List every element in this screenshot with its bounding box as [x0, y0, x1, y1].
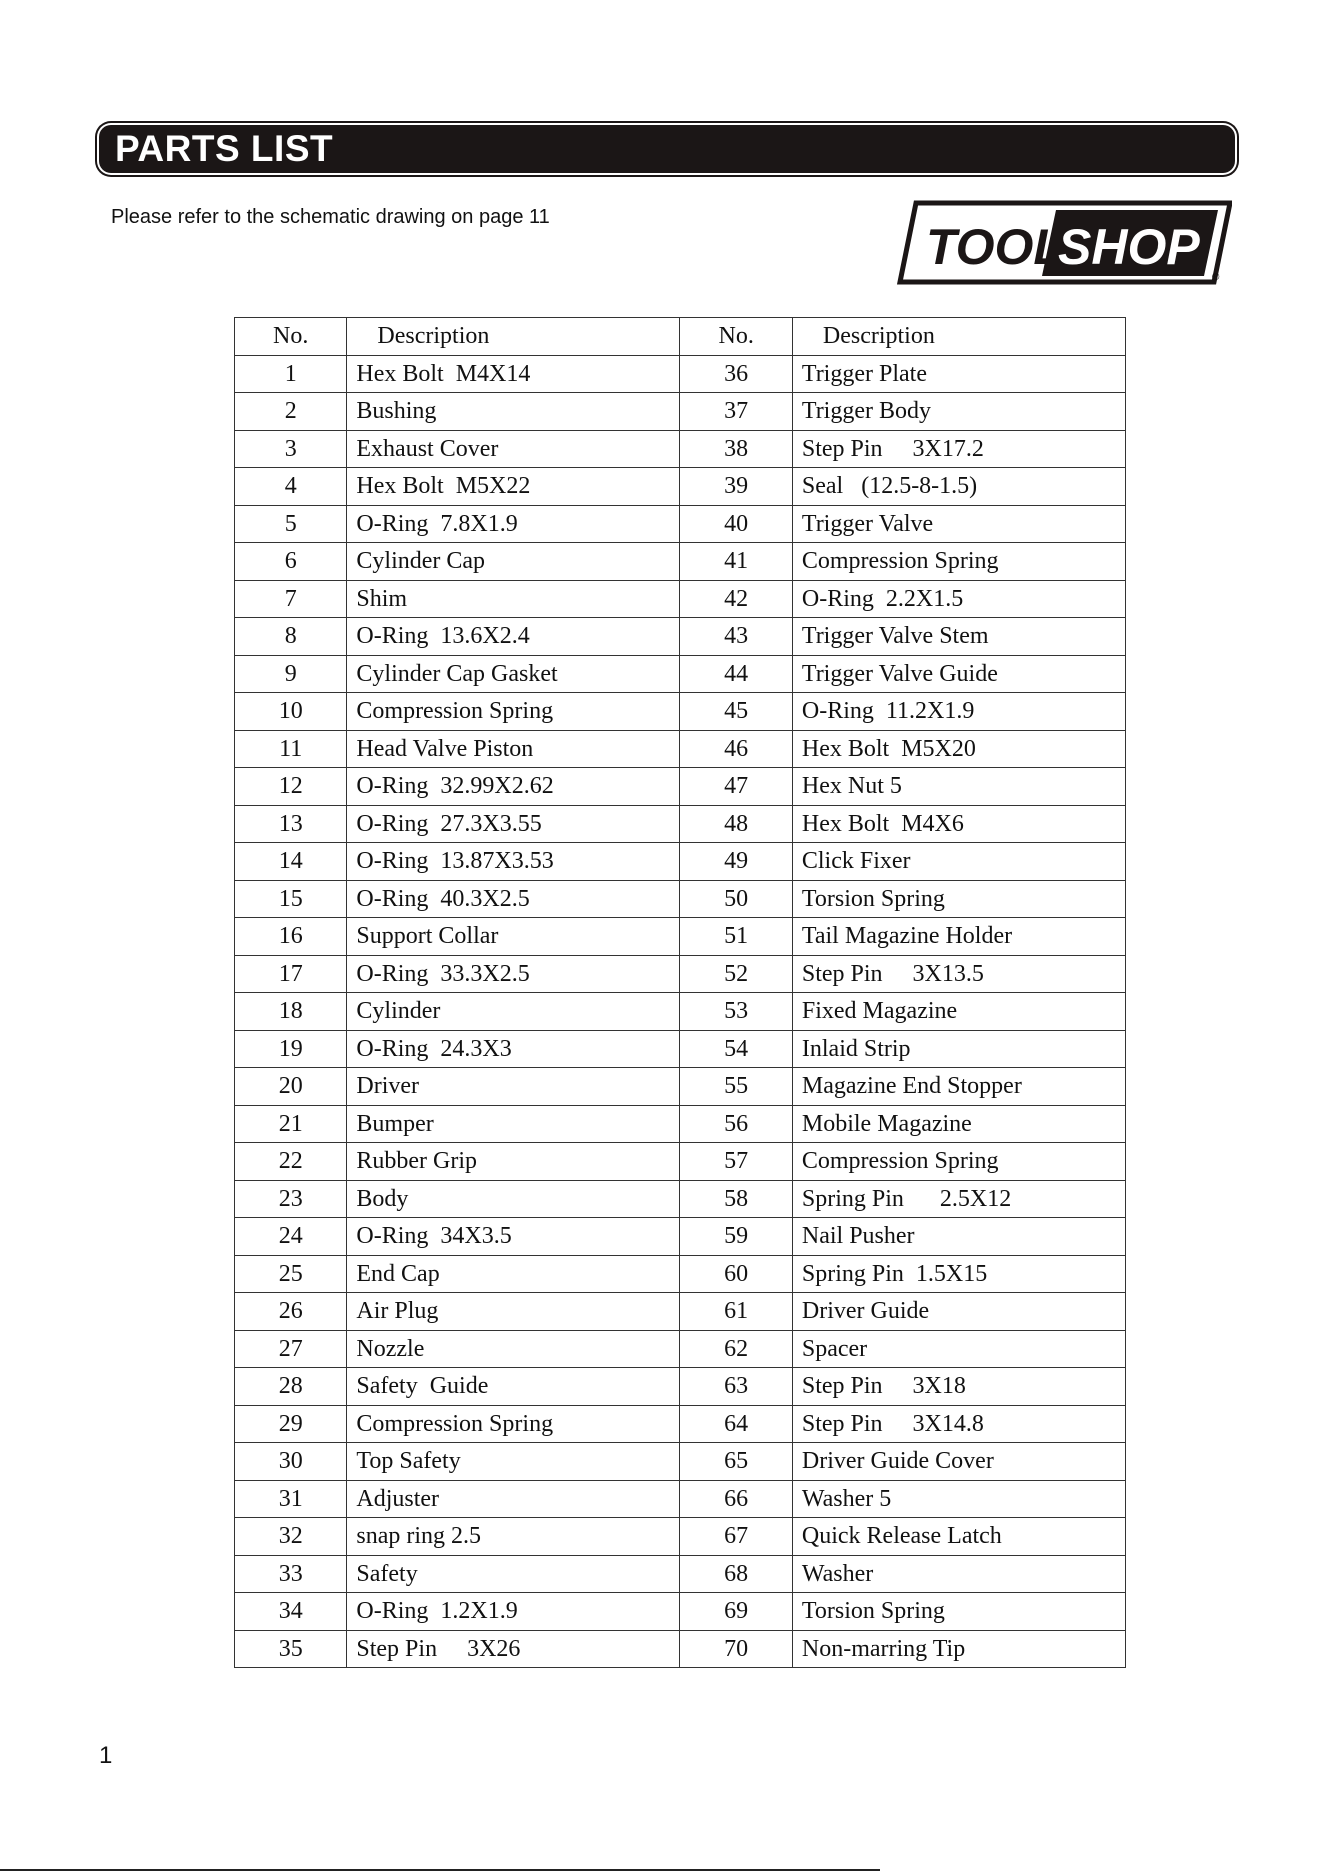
table-row [235, 918, 1126, 956]
part-number-left: 6 [235, 543, 347, 581]
table-row [235, 1443, 1126, 1481]
part-number-left: 33 [235, 1555, 347, 1593]
part-description-left: Bumper [347, 1105, 680, 1143]
part-description-right: O-Ring 2.2X1.5 [792, 580, 1125, 618]
table-row [235, 880, 1126, 918]
table-row [235, 1555, 1126, 1593]
part-number-left: 34 [235, 1593, 347, 1631]
part-number-right: 51 [680, 918, 792, 956]
table-row [235, 993, 1126, 1031]
logo-text-tool: TOOL [926, 219, 1064, 275]
part-number-right: 70 [680, 1630, 792, 1668]
part-description-right: Spring Pin 2.5X12 [792, 1180, 1125, 1218]
part-number-right: 43 [680, 618, 792, 656]
part-description-left: Safety Guide [347, 1368, 680, 1406]
part-number-right: 47 [680, 768, 792, 806]
part-description-right: Hex Bolt M4X6 [792, 805, 1125, 843]
part-description-left: Cylinder Cap Gasket [347, 655, 680, 693]
part-description-right: Non-marring Tip [792, 1630, 1125, 1668]
part-description-right: Step Pin 3X14.8 [792, 1405, 1125, 1443]
part-number-right: 66 [680, 1480, 792, 1518]
part-description-right: Driver Guide [792, 1293, 1125, 1331]
table-row [235, 1180, 1126, 1218]
table-row [235, 1218, 1126, 1256]
part-number-left: 31 [235, 1480, 347, 1518]
part-number-right: 58 [680, 1180, 792, 1218]
table-row [235, 1330, 1126, 1368]
table-row [235, 768, 1126, 806]
part-number-right: 50 [680, 880, 792, 918]
part-number-right: 56 [680, 1105, 792, 1143]
part-description-left: Bushing [347, 393, 680, 431]
part-description-left: O-Ring 13.87X3.53 [347, 843, 680, 881]
table-row [235, 468, 1126, 506]
part-number-left: 8 [235, 618, 347, 656]
part-number-left: 13 [235, 805, 347, 843]
part-description-right: Driver Guide Cover [792, 1443, 1125, 1481]
part-description-left: Exhaust Cover [347, 430, 680, 468]
part-description-left: O-Ring 34X3.5 [347, 1218, 680, 1256]
part-description-right: Magazine End Stopper [792, 1068, 1125, 1106]
part-number-right: 63 [680, 1368, 792, 1406]
part-description-right: Nail Pusher [792, 1218, 1125, 1256]
part-description-right: Torsion Spring [792, 1593, 1125, 1631]
table-header-row [235, 318, 1126, 356]
part-description-right: Inlaid Strip [792, 1030, 1125, 1068]
part-description-left: O-Ring 13.6X2.4 [347, 618, 680, 656]
part-description-left: O-Ring 40.3X2.5 [347, 880, 680, 918]
part-description-left: End Cap [347, 1255, 680, 1293]
part-number-right: 65 [680, 1443, 792, 1481]
header-no-right: No. [680, 318, 792, 356]
part-number-left: 27 [235, 1330, 347, 1368]
part-number-left: 26 [235, 1293, 347, 1331]
part-number-left: 14 [235, 843, 347, 881]
header-no-left: No. [235, 318, 347, 356]
table-row [235, 1293, 1126, 1331]
part-number-right: 67 [680, 1518, 792, 1556]
part-number-right: 59 [680, 1218, 792, 1256]
part-number-right: 62 [680, 1330, 792, 1368]
part-number-left: 15 [235, 880, 347, 918]
table-row [235, 1143, 1126, 1181]
part-number-right: 57 [680, 1143, 792, 1181]
part-description-left: Air Plug [347, 1293, 680, 1331]
part-description-right: Click Fixer [792, 843, 1125, 881]
part-description-left: Head Valve Piston [347, 730, 680, 768]
table-row [235, 430, 1126, 468]
part-description-right: Trigger Valve Guide [792, 655, 1125, 693]
part-number-right: 48 [680, 805, 792, 843]
part-number-right: 45 [680, 693, 792, 731]
table-row [235, 393, 1126, 431]
part-description-right: Spring Pin 1.5X15 [792, 1255, 1125, 1293]
part-number-right: 54 [680, 1030, 792, 1068]
table-row [235, 693, 1126, 731]
part-number-right: 60 [680, 1255, 792, 1293]
part-number-left: 24 [235, 1218, 347, 1256]
table-row [235, 1518, 1126, 1556]
part-number-left: 30 [235, 1443, 347, 1481]
part-description-left: Safety [347, 1555, 680, 1593]
part-description-right: Compression Spring [792, 543, 1125, 581]
part-number-right: 40 [680, 505, 792, 543]
part-number-right: 39 [680, 468, 792, 506]
part-description-right: Mobile Magazine [792, 1105, 1125, 1143]
part-number-right: 42 [680, 580, 792, 618]
part-description-right: Step Pin 3X17.2 [792, 430, 1125, 468]
intro-text: Please refer to the schematic drawing on page 11 [111, 206, 550, 228]
part-number-left: 28 [235, 1368, 347, 1406]
part-description-left: Shim [347, 580, 680, 618]
part-description-left: Top Safety [347, 1443, 680, 1481]
part-description-left: Step Pin 3X26 [347, 1630, 680, 1668]
header-description-left: Description [347, 318, 680, 356]
part-description-right: Quick Release Latch [792, 1518, 1125, 1556]
part-number-left: 3 [235, 430, 347, 468]
tool-shop-logo [896, 200, 1232, 286]
table-row [235, 730, 1126, 768]
part-number-left: 5 [235, 505, 347, 543]
part-description-left: O-Ring 33.3X2.5 [347, 955, 680, 993]
header-bar [99, 125, 1235, 173]
part-number-left: 2 [235, 393, 347, 431]
part-number-left: 10 [235, 693, 347, 731]
part-number-right: 44 [680, 655, 792, 693]
part-number-right: 55 [680, 1068, 792, 1106]
table-row [235, 1030, 1126, 1068]
part-description-left: Body [347, 1180, 680, 1218]
table-row [235, 580, 1126, 618]
part-number-right: 69 [680, 1593, 792, 1631]
part-number-left: 23 [235, 1180, 347, 1218]
part-description-right: Trigger Plate [792, 355, 1125, 393]
part-description-left: Compression Spring [347, 1405, 680, 1443]
part-number-right: 49 [680, 843, 792, 881]
part-description-left: O-Ring 27.3X3.55 [347, 805, 680, 843]
part-number-left: 35 [235, 1630, 347, 1668]
table-row [235, 955, 1126, 993]
table-row [235, 505, 1126, 543]
part-description-right: Fixed Magazine [792, 993, 1125, 1031]
part-description-right: Torsion Spring [792, 880, 1125, 918]
part-number-right: 38 [680, 430, 792, 468]
part-description-left: Adjuster [347, 1480, 680, 1518]
part-description-right: Hex Nut 5 [792, 768, 1125, 806]
part-number-left: 18 [235, 993, 347, 1031]
part-number-right: 46 [680, 730, 792, 768]
part-description-left: Cylinder Cap [347, 543, 680, 581]
part-number-left: 20 [235, 1068, 347, 1106]
part-description-left: snap ring 2.5 [347, 1518, 680, 1556]
part-number-left: 17 [235, 955, 347, 993]
part-description-left: Compression Spring [347, 693, 680, 731]
part-description-left: O-Ring 1.2X1.9 [347, 1593, 680, 1631]
part-number-right: 41 [680, 543, 792, 581]
part-description-left: Hex Bolt M4X14 [347, 355, 680, 393]
part-number-right: 53 [680, 993, 792, 1031]
part-number-left: 21 [235, 1105, 347, 1143]
table-row [235, 1405, 1126, 1443]
part-number-left: 19 [235, 1030, 347, 1068]
part-number-left: 25 [235, 1255, 347, 1293]
part-description-right: Spacer [792, 1330, 1125, 1368]
part-description-left: O-Ring 7.8X1.9 [347, 505, 680, 543]
part-number-left: 29 [235, 1405, 347, 1443]
part-number-left: 4 [235, 468, 347, 506]
page-title: PARTS LIST [115, 128, 334, 169]
part-number-right: 52 [680, 955, 792, 993]
part-description-right: Washer 5 [792, 1480, 1125, 1518]
part-description-left: Hex Bolt M5X22 [347, 468, 680, 506]
part-description-left: Cylinder [347, 993, 680, 1031]
part-number-right: 68 [680, 1555, 792, 1593]
part-number-left: 12 [235, 768, 347, 806]
table-row [235, 1630, 1126, 1668]
part-number-left: 16 [235, 918, 347, 956]
part-number-left: 11 [235, 730, 347, 768]
part-description-right: Washer [792, 1555, 1125, 1593]
part-description-left: Support Collar [347, 918, 680, 956]
footer-rule [0, 1869, 880, 1871]
page-number: 1 [99, 1742, 113, 1769]
part-number-left: 22 [235, 1143, 347, 1181]
part-description-left: Rubber Grip [347, 1143, 680, 1181]
part-description-left: O-Ring 32.99X2.62 [347, 768, 680, 806]
table-row [235, 1593, 1126, 1631]
table-row [235, 843, 1126, 881]
part-description-right: Step Pin 3X18 [792, 1368, 1125, 1406]
part-number-left: 32 [235, 1518, 347, 1556]
table-row [235, 1480, 1126, 1518]
table-row [235, 1368, 1126, 1406]
parts-table-body [235, 355, 1126, 1668]
part-description-left: Driver [347, 1068, 680, 1106]
part-description-right: Trigger Valve Stem [792, 618, 1125, 656]
part-description-right: O-Ring 11.2X1.9 [792, 693, 1125, 731]
part-description-right: Tail Magazine Holder [792, 918, 1125, 956]
part-description-right: Seal (12.5-8-1.5) [792, 468, 1125, 506]
table-row [235, 543, 1126, 581]
part-description-right: Hex Bolt M5X20 [792, 730, 1125, 768]
header-description-right: Description [792, 318, 1125, 356]
table-row [235, 1068, 1126, 1106]
table-row [235, 655, 1126, 693]
part-number-left: 1 [235, 355, 347, 393]
part-description-right: Trigger Body [792, 393, 1125, 431]
part-number-left: 7 [235, 580, 347, 618]
table-row [235, 1255, 1126, 1293]
part-description-right: Trigger Valve [792, 505, 1125, 543]
table-row [235, 618, 1126, 656]
logo-text-shop: SHOP [1058, 219, 1200, 275]
parts-table [234, 317, 1126, 1668]
part-number-left: 9 [235, 655, 347, 693]
part-number-right: 64 [680, 1405, 792, 1443]
part-description-right: Step Pin 3X13.5 [792, 955, 1125, 993]
part-number-right: 37 [680, 393, 792, 431]
part-description-left: Nozzle [347, 1330, 680, 1368]
part-number-right: 61 [680, 1293, 792, 1331]
part-number-right: 36 [680, 355, 792, 393]
table-row [235, 805, 1126, 843]
table-row [235, 1105, 1126, 1143]
table-row [235, 355, 1126, 393]
registered-mark: ® [1212, 272, 1220, 283]
part-description-right: Compression Spring [792, 1143, 1125, 1181]
part-description-left: O-Ring 24.3X3 [347, 1030, 680, 1068]
